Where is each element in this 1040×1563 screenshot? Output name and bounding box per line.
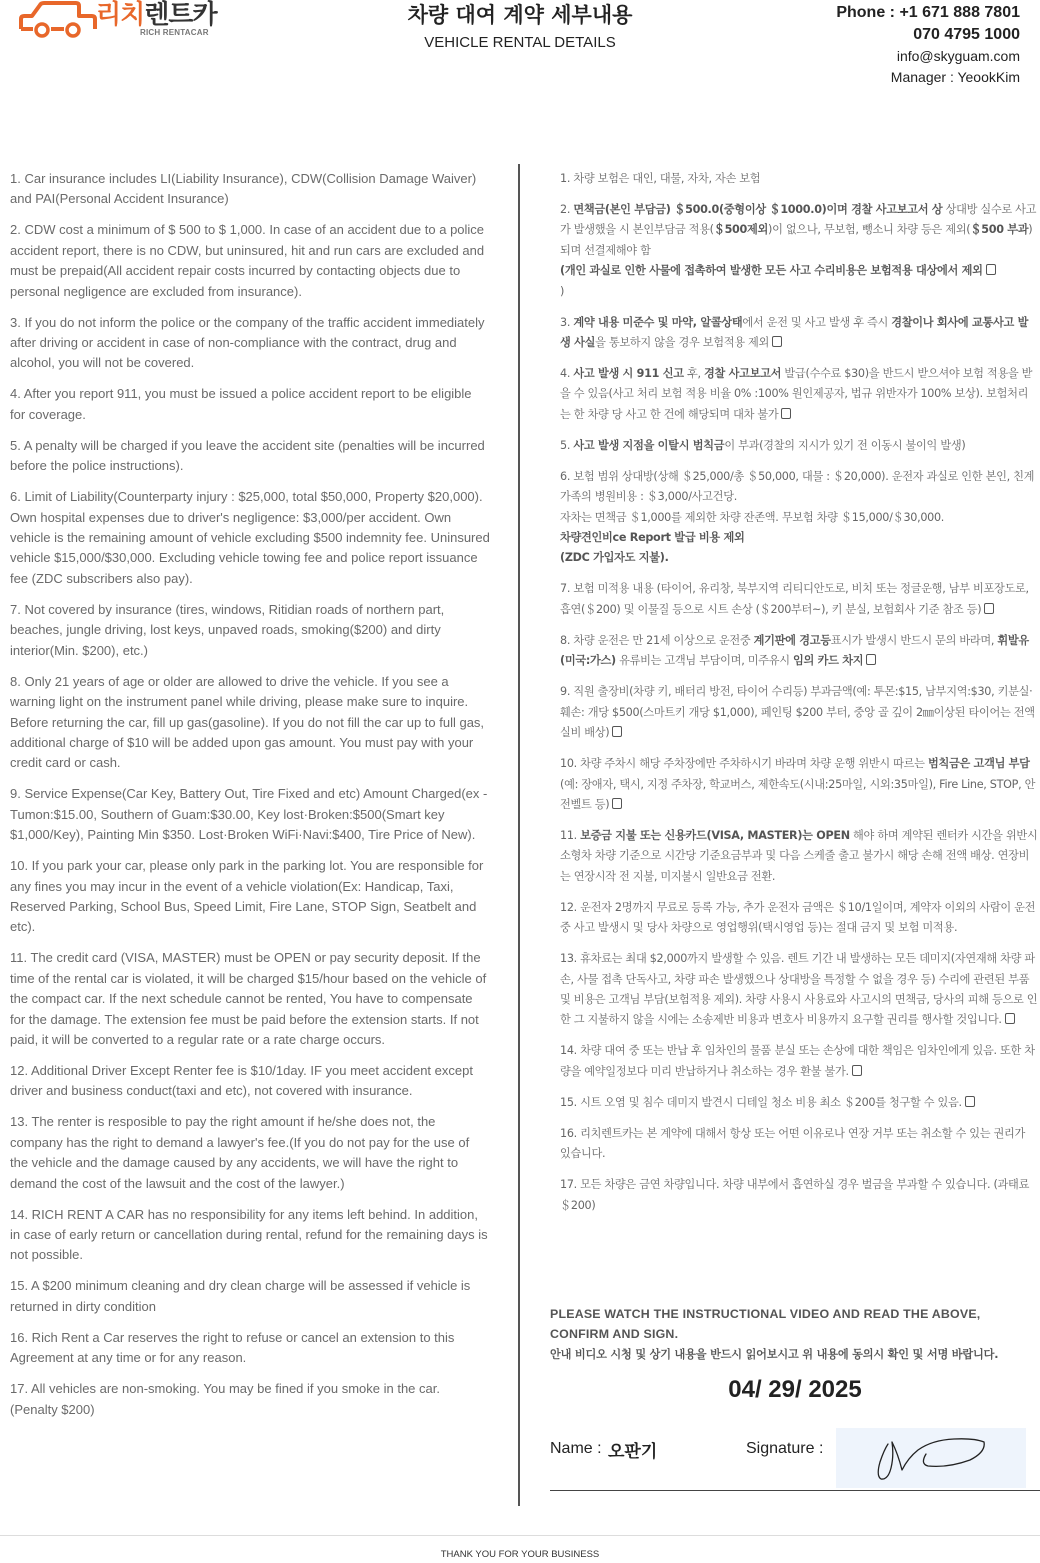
term-ko-8-bold-a: 계기판에 경고등 — [753, 633, 831, 647]
column-divider — [518, 164, 520, 1506]
term-ko-6-bold-a: 차량견인비ce Report 발급 비용 제외 — [560, 531, 745, 545]
term-ko-8-text-a: 8. 차량 운전은 만 21세 이상으로 운전중 — [560, 633, 754, 647]
term-4-checkbox[interactable] — [781, 408, 791, 419]
term-ko-3-bold-b: 경찰이나 회사에 교통사고 발생 사실 — [560, 315, 1029, 350]
term-ko-2-text-a: 상대방 실수로 사고가 발생했을 시 본인부담금 적용( — [560, 203, 1037, 237]
term-en-10: 10. If you park your car, please only park in the parking lot. You are responsible for any fines you may incur in the event of a vehicle violation(Ex: Handicap, Taxi, Reserved Parking, School Bus, Speed Limit, Fire Lane, STOP Sign, Seatbelt and etc). — [10, 858, 484, 935]
page-title — [320, 0, 720, 51]
term-14-checkbox[interactable] — [852, 1065, 862, 1076]
term-ko-5-num: 5. — [560, 438, 574, 452]
term-ko-2-bold-a: 면책금(본인 부담금) ＄500.0(중형이상 ＄1000.0)이며 경찰 사고보고서 상 — [573, 203, 943, 216]
term-9-checkbox[interactable] — [612, 726, 622, 737]
term-ko-5-bold: 사고 발생 지점을 이탈시 범칙금 — [573, 438, 725, 452]
term-ko-9 — [560, 682, 1038, 743]
name-label: Name : — [550, 1440, 602, 1457]
term-15-checkbox[interactable] — [965, 1096, 975, 1107]
term-ko-13 — [560, 949, 1038, 1031]
term-en-2: 2. CDW cost a minimum of $ 500 to $ 1,000. In case of an accident due to a police accident report, there is no CDW, but uninsured, hit and run cars are excluded and must be prepaid(All accident repair costs incurred by contacting objects due to personal negligence are excluded from insurance). — [10, 222, 485, 299]
logo-text-dark: 렌트카 — [144, 0, 217, 30]
term-en-17: 17. All vehicles are non-smoking. You may be fined if you smoke in the car. (Penalty $200) — [10, 1381, 440, 1417]
manager-name: Manager : YeookKim — [890, 69, 1020, 85]
term-en-4: 4. After you report 911, you must be issued a police accident report to be eligible for coverage. — [10, 386, 472, 422]
term-ko-6 — [560, 467, 1038, 569]
confirmation-notice — [550, 1304, 1040, 1365]
term-ko-3-num: 3. — [560, 315, 574, 329]
term-ko-14 — [560, 1041, 1038, 1082]
phone-number: Phone : +1 671 888 7801 — [836, 4, 1020, 21]
term-ko-8 — [560, 631, 1038, 672]
term-7-checkbox[interactable] — [984, 603, 994, 614]
term-ko-2-close: ) — [560, 284, 565, 298]
term-ko-6-text-b: 자차는 면책금 ＄1,000를 제외한 차량 잔존액. 무보험 차량 ＄15,000/＄30,000. — [560, 510, 945, 524]
footer-text: THANK YOU FOR YOUR BUSINESS — [440, 1549, 600, 1560]
term-ko-2-bold-d: (개인 과실로 인한 사물에 접촉하여 발생한 모든 사고 수리비용은 보험적용 대상에서 제외 — [560, 264, 983, 278]
term-ko-16-text: 16. 리치렌트카는 본 계약에 대해서 항상 또는 어떤 이유로나 연장 거부 또는 취소할 수 있는 권리가 있습니다. — [560, 1126, 1026, 1161]
term-ko-4-text-a: 후, — [683, 367, 705, 381]
term-ko-7 — [560, 579, 1038, 620]
term-ko-2-num: 2. — [560, 203, 574, 216]
term-en-9: 9. Service Expense(Car Key, Battery Out, Tire Fixed and etc) Amount Charged(ex - Tumon:$15.00, Southern of Guam:$30.00, Key lost·Broken:$500(Smart key $1,000/Key), Painting Min $350. Lost·Broken WiFi·Navi:$400, Tire Price of New). — [10, 786, 488, 843]
term-ko-3-bold-a: 계약 내용 미준수 및 마약, 알콜상태 — [573, 315, 743, 329]
term-ko-17 — [560, 1175, 1038, 1216]
term-ko-4-num: 4. — [560, 367, 574, 381]
term-ko-6-bold-b: (ZDC 가입자도 지불). — [560, 551, 669, 565]
terms-english — [10, 169, 490, 1431]
term-ko-11-num: 11. — [560, 828, 581, 842]
term-ko-4-text-b: 발급(수수료 $30)을 반드시 받으셔야 보험 적용을 받을 수 있음(사고 처리 보험 적용 비율 0% :100% 원인제공자, 법규 위반자가 100% 보상). 보험처리는 한 차량 당 사고 한 건에 해당되며 대차 불가 — [560, 367, 1033, 421]
phone-number-2: 070 4795 1000 — [913, 26, 1020, 43]
term-ko-15-text: 15. 시트 오염 및 침수 데미지 발견시 디테일 청소 비용 최소 ＄200를 청구할 수 있음. — [560, 1095, 962, 1109]
email-address: info@skyguam.com — [896, 48, 1020, 64]
term-ko-5-text: 이 부과(경찰의 지시가 있기 전 이동시 불이익 발생) — [724, 438, 966, 452]
term-2-checkbox[interactable] — [986, 264, 996, 275]
term-ko-8-text-b: 표시가 발생시 반드시 문의 바라며, — [830, 633, 998, 647]
term-ko-2-text-c: )되며 선결제해야 함 — [560, 223, 1033, 257]
term-ko-16 — [560, 1124, 1038, 1165]
term-en-5: 5. A penalty will be charged if you leave the accident site (penalties will be incurred before the police instructions). — [10, 437, 485, 474]
term-ko-3 — [560, 313, 1038, 354]
term-en-1: 1. Car insurance includes LI(Liability Insurance), CDW(Collision Damage Waiver) and PAI(Personal Accident Insurance) — [10, 171, 477, 207]
renter-name: 오판기 — [608, 1442, 658, 1462]
term-ko-4-bold-a: 사고 발생 시 911 신고 — [573, 367, 684, 381]
term-ko-12 — [560, 898, 1038, 939]
term-ko-10-bold: 범칙금은 고객님 부담 — [927, 757, 1030, 771]
term-ko-7-text: 7. 보험 미적용 내용 (타이어, 유리창, 북부지역 리티디안도로, 비치 또는 정글운행, 남부 비포장도로, 흡연(＄200) 및 이물질 등으로 시트 손상 (＄200부터~), 키 분실, 보험회사 기준 참조 등) — [560, 582, 1029, 616]
term-ko-1-text: 1. 차량 보험은 대인, 대물, 자차, 자손 보험 — [560, 172, 761, 185]
title-korean: 차량 대여 계약 세부내용 — [407, 3, 633, 27]
term-en-7: 7. Not covered by insurance (tires, windows, Ritidian roads of northern part, beaches, jungle driving, lost keys, unpaved roads, smoking($200) and dirty interior(Min. $200), etc.) — [10, 601, 445, 658]
term-ko-10-text-b: (예: 장애자, 택시, 지정 주차장, 학교버스, 제한속도(시내:25마일, 시외:35마일), Fire Line, STOP, 안전벨트 등) — [560, 777, 1036, 811]
term-ko-10-text-a: 10. 차량 주차시 해당 주차장에만 주차하시기 바라며 차량 운행 위반시 따르는 — [560, 757, 928, 771]
term-ko-5 — [560, 436, 1038, 456]
term-en-16: 16. Rich Rent a Car reserves the right to refuse or cancel an extension to this Agreement at any time or for any reason. — [10, 1329, 455, 1366]
term-ko-1 — [560, 169, 1038, 189]
term-en-11: 11. The credit card (VISA, MASTER) must be OPEN or pay security deposit. If the time of the rental car is violated, it will be charged $15/hour based on the vehicle of the compact car. If the next schedule cannot be rented, You have to compensate for the damage. The extension fee must be paid before the extension starts. If not paid, it will be converted to a regular rate or a rate charge occurs. — [10, 950, 487, 1047]
term-ko-9-text: 9. 직원 출장비(차량 키, 배터리 방전, 타이어 수리등) 부과금액(예: 투몬:$15, 남부지역:$30, 키분실·훼손: 개당 $500(스마트키 개당 $1,000), 페인팅 $200 부터, 중앙 골 깊이 2㎜이상된 타이어는 전액 실비 배상) — [560, 685, 1035, 740]
term-ko-10 — [560, 754, 1038, 815]
term-ko-3-text-a: 에서 운전 및 사고 발생 후 즉시 — [742, 315, 892, 329]
footer-divider — [0, 1535, 1040, 1536]
notice-korean: 안내 비디오 시청 및 상기 내용을 반드시 읽어보시고 위 내용에 동의시 확인 및 서명 바랍니다. — [550, 1347, 999, 1361]
car-logo-icon — [18, 0, 98, 40]
term-ko-2 — [560, 200, 1038, 302]
title-english: VEHICLE RENTAL DETAILS — [424, 34, 616, 51]
terms-korean — [560, 169, 1038, 1227]
term-ko-8-bold-c: 임의 카드 차지 — [793, 654, 864, 668]
term-8-checkbox[interactable] — [866, 654, 876, 665]
term-ko-8-text-c: 유류비는 고객님 부담이며, 미주유시 — [615, 654, 793, 668]
signature-label: Signature : — [746, 1440, 824, 1457]
term-ko-2-text-b: )이 없으나, 무보험, 뺑소니 차량 등은 제외( — [768, 223, 971, 237]
term-en-14: 14. RICH RENT A CAR has no responsibility for any items left behind. In addition, in case of early return or cancellation during rental, refund for the remaining days is not possible. — [10, 1206, 488, 1263]
term-3-checkbox[interactable] — [772, 336, 782, 347]
contact-info — [836, 2, 1020, 88]
term-en-8: 8. Only 21 years of age or older are allowed to drive the vehicle. If you see a warning light on the instrument panel while driving, please make sure to inquire. Before returning the car, fill up gas(gasoline). If you do not fill the car up to full gas, additional charge of $10 will be added upon gas amount. You must pay with your credit card or cash. — [10, 673, 485, 771]
notice-english-2: CONFIRM AND SIGN. — [550, 1327, 679, 1342]
term-ko-15 — [560, 1093, 1038, 1113]
term-ko-4-bold-b: 경찰 사고보고서 — [704, 367, 782, 381]
signature-pad[interactable] — [836, 1428, 1026, 1488]
notice-english-1: PLEASE WATCH THE INSTRUCTIONAL VIDEO AND READ THE ABOVE, — [550, 1307, 981, 1321]
term-ko-2-bold-c: ＄500 부과 — [970, 223, 1029, 237]
term-ko-11 — [560, 826, 1038, 887]
term-13-checkbox[interactable] — [1005, 1013, 1015, 1024]
term-ko-2-bold-b: ＄500제외 — [713, 223, 769, 237]
term-en-13: 13. The renter is resposible to pay the right amount if he/she does not, the company has the right to demand a lawyer's fee.(If you do not pay for the use of the vehicle and the damage caused by any accidents, we will have the right to demand the cost of the lawsuit and the cost of the lawyer.) — [10, 1114, 470, 1191]
term-en-3: 3. If you do not inform the police or the company of the traffic accident immediately after driving or accident in case of non-compliance with the contract, drug and alcohol, you will not be covered. — [10, 314, 485, 371]
contract-date: 04/ 29/ 2025 — [728, 1376, 862, 1403]
term-ko-13-text: 13. 휴차료는 최대 $2,000까지 발생할 수 있음. 렌트 기간 내 발생하는 모든 데미지(자연재해 차량 파손, 사물 접촉 단독사고, 차량 파손 발생했으나 상대방을 특정할 수 없을 경우 등) 수리에 관련된 부품 및 비용은 고객님 부담(보험적용 제외). 차량 사용시 사용료와 사고시의 면책금, 당사의 피해 등으로 인한 그 지불하지 않을 시에는 소송제반 비용과 변호사 비용까지 요구할 권리를 행사할 것입니다. — [560, 952, 1038, 1027]
term-ko-4 — [560, 364, 1038, 425]
term-ko-6-text-a: 6. 보험 범위 상대방(상해 ＄25,000/총 ＄50,000, 대물 : ＄20,000). 운전자 과실로 인한 본인, 친계 가족의 병원비용 : ＄3,000/사고건당. — [560, 469, 1035, 504]
signature-drawing — [836, 1428, 1026, 1488]
signature-line — [550, 1490, 1040, 1491]
company-logo — [18, 0, 228, 40]
logo-english: RICH RENTACAR — [140, 28, 209, 37]
term-ko-8-bold-b: 휘발유(미국:가스) — [560, 633, 1029, 668]
term-en-6: 6. Limit of Liability(Counterparty injury : $25,000, total $50,000, Property $20,000). Own hospital expenses due to driver's negligence: $3,000/per accident. Own vehicle is the remaining amount of vehicle excluding $500 indemnity fee. Uninsured vehicle $15,000/$30,000. Excluding vehicle towing fee and police report issuance fee (ZDC subscribers also pay). — [10, 489, 490, 586]
term-ko-3-text-b: 을 통보하지 않을 경우 보험적용 제외 — [595, 336, 770, 350]
term-10-checkbox[interactable] — [612, 798, 622, 809]
logo-text-orange: 리치 — [96, 0, 145, 30]
term-ko-14-text: 14. 차량 대여 중 또는 반납 후 임차인의 물품 분실 또는 손상에 대한 책임은 임차인에게 있음. 또한 차량을 예약일정보다 미리 반납하거나 취소하는 경우 환불 불가. — [560, 1044, 1035, 1078]
term-ko-11-bold: 보증금 지불 또는 신용카드(VISA, MASTER)는 OPEN — [580, 828, 850, 842]
term-ko-12-text: 12. 운전자 2명까지 무료로 등록 가능, 추가 운전자 금액은 ＄10/1일이며, 계약자 이외의 사람이 운전중 사고 발생시 및 당사 차량으로 영업행위(택시영업 등)는 절대 금지 및 보험 미적용. — [560, 900, 1036, 935]
term-ko-17-text: 17. 모든 차량은 금연 차량입니다. 차량 내부에서 흡연하실 경우 벌금을 부과할 수 있습니다. (과태료 ＄200) — [560, 1178, 1030, 1212]
term-en-12: 12. Additional Driver Except Renter fee is $10/1day. IF you meet accident except driver and business conduct(taxi and etc), not covered with insurance. — [10, 1062, 473, 1099]
term-ko-11-text: 해야 하며 계약된 렌터카 시간을 위반시 소형차 차량 기준으로 시간당 기준요금부과 및 다음 스케줄 출고 불가시 해당 손해 전액 배상. 연장비는 연장시작 전 지불, 미지불시 일반요금 전환. — [560, 828, 1038, 883]
term-en-15: 15. A $200 minimum cleaning and dry clean charge will be assessed if vehicle is returned in dirty condition — [10, 1278, 471, 1314]
logo-wordmark — [96, 0, 217, 30]
